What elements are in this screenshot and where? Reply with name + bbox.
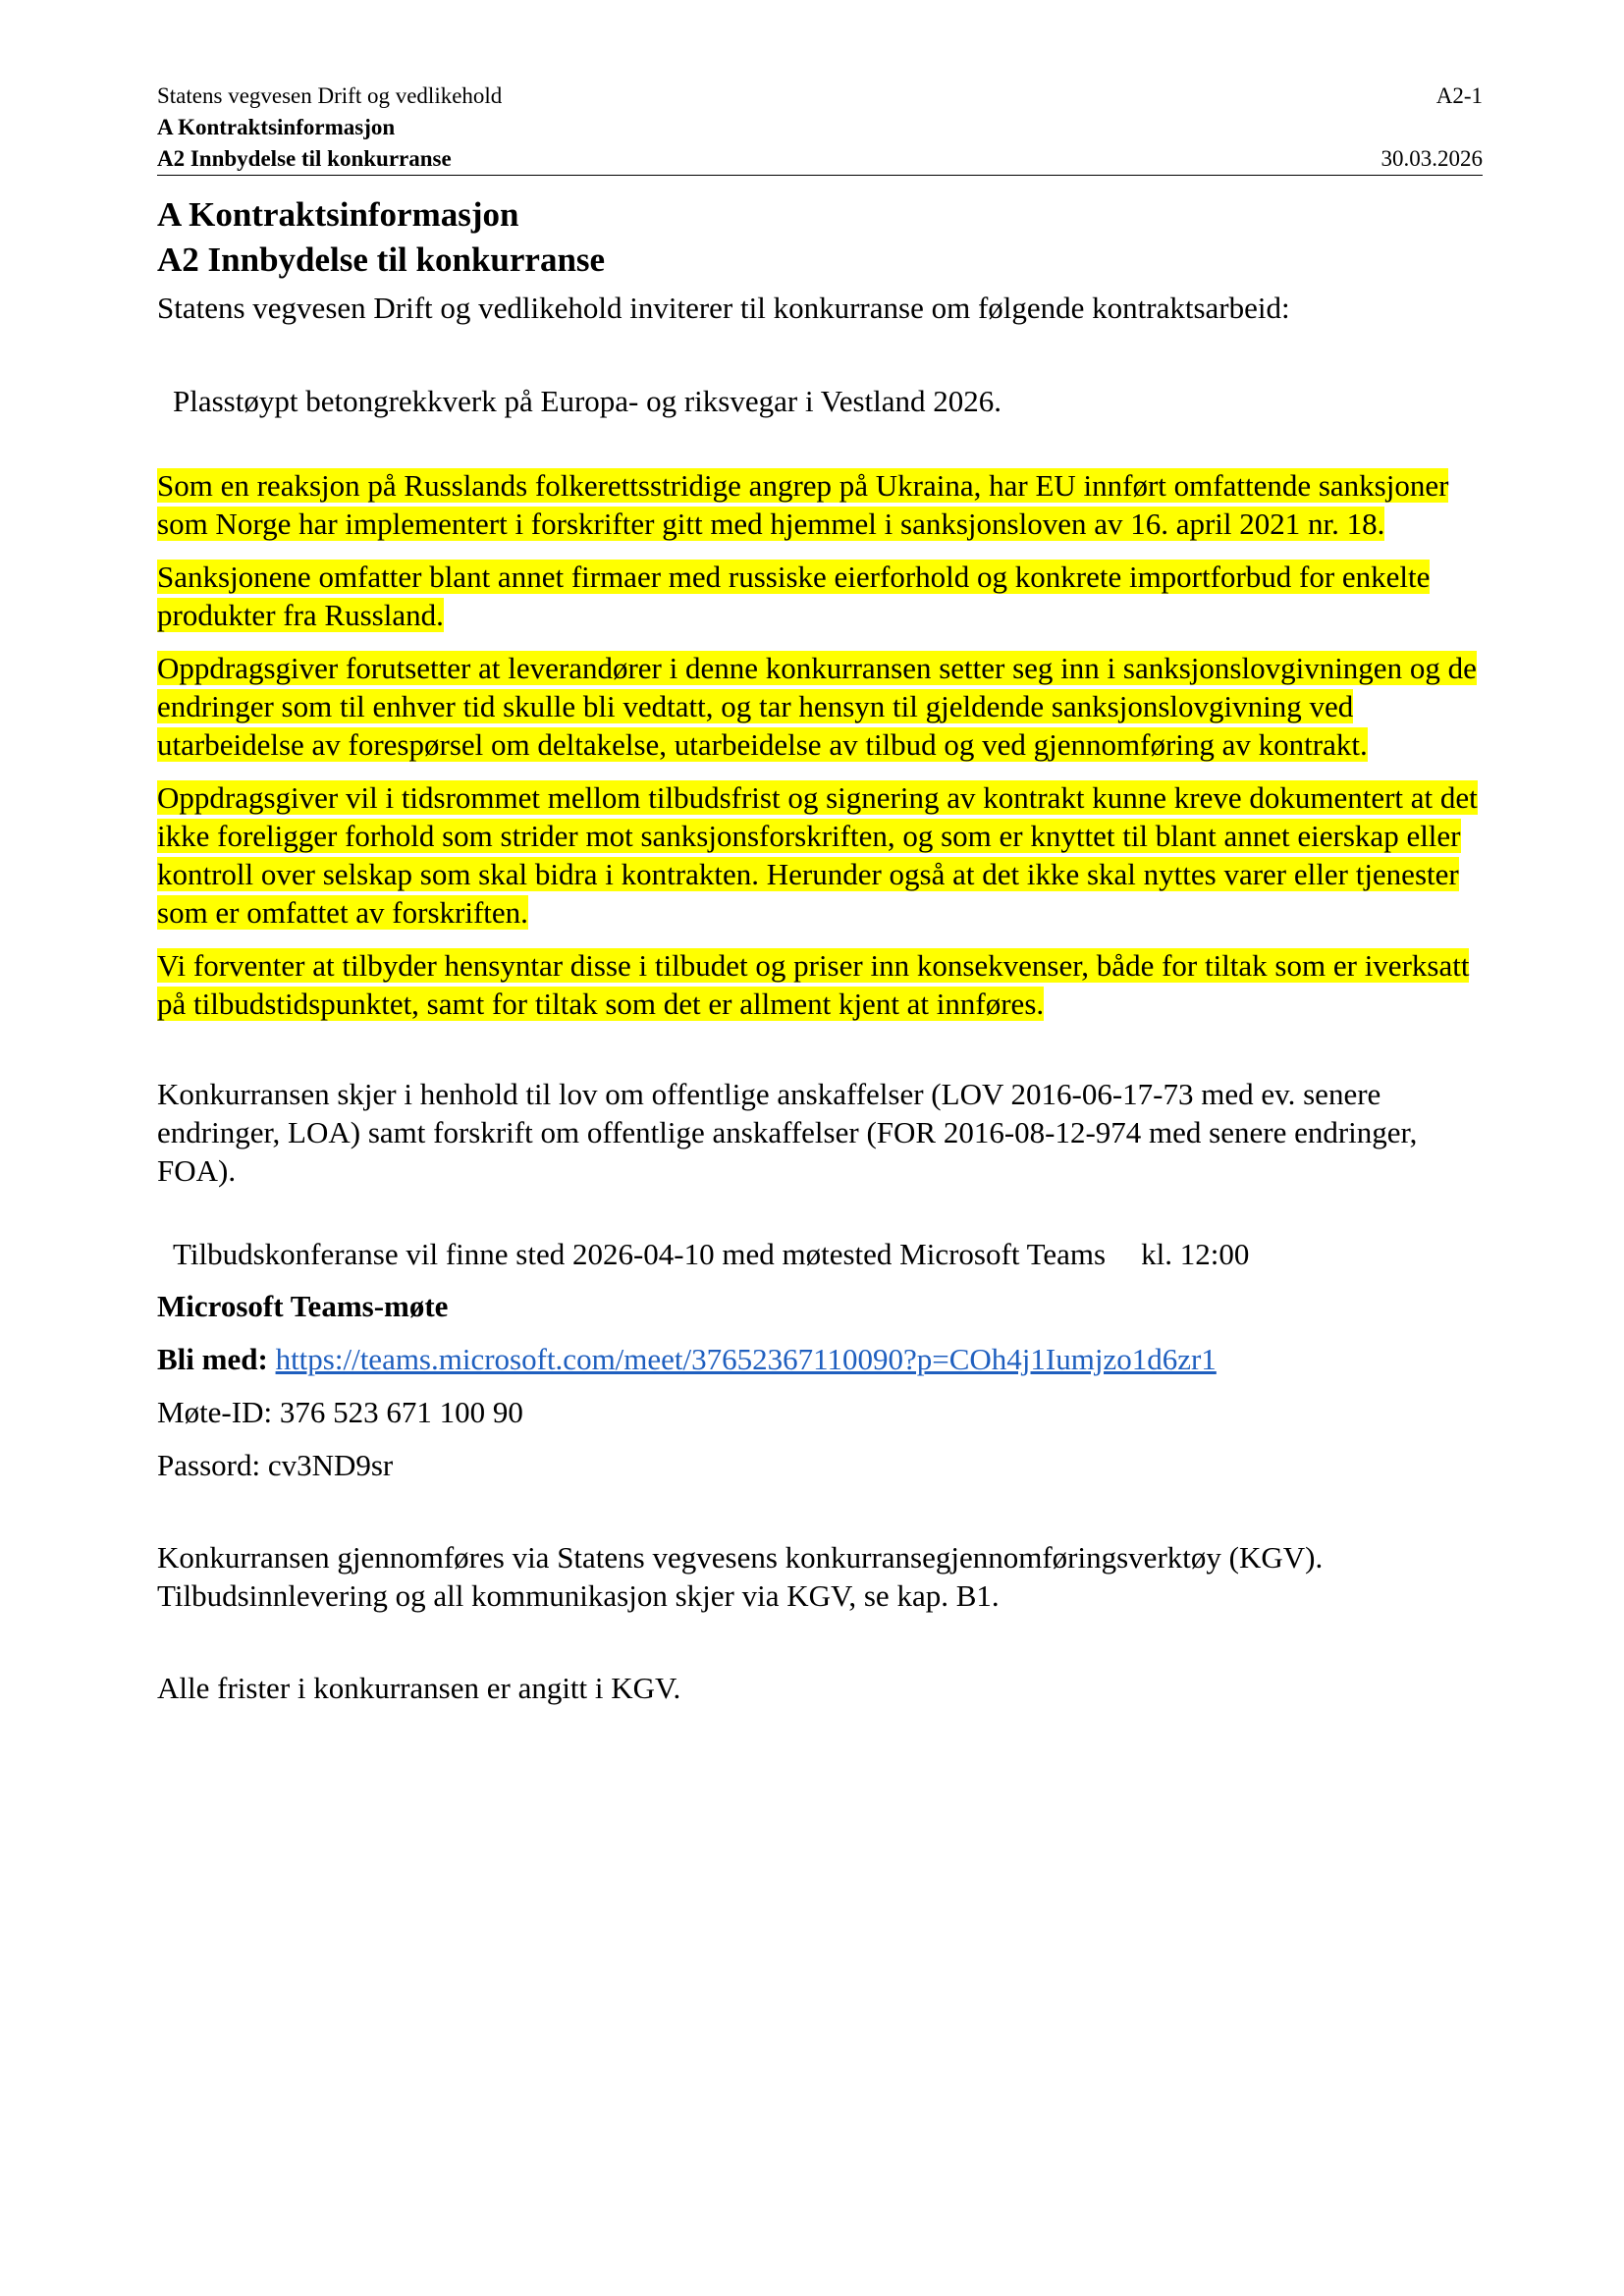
kgv-info-text: Konkurransen gjennomføres via Statens vegvesens konkurransegjennomføringsverktøy (KGV). Tilbudsinnlevering og all kommunikasjon skjer via KGV, se kap. B1.	[157, 1540, 1324, 1613]
header-row-3	[157, 143, 1483, 176]
sanctions-paragraph	[157, 558, 1483, 634]
conference-time: kl. 12:00	[1141, 1237, 1250, 1271]
page-header	[157, 80, 1483, 176]
teams-join-line	[157, 1340, 1483, 1378]
sanctions-section	[157, 466, 1483, 1023]
title-line-1: A Kontraktsinformasjon	[157, 195, 519, 234]
intro-text: Statens vegvesen Drift og vedlikehold inviterer til konkurranse om følgende kontraktsarbeid:	[157, 291, 1290, 325]
header-subsection: A2 Innbydelse til konkurranse	[157, 146, 452, 171]
highlighted-text: Sanksjonene omfatter blant annet firmaer med russiske eierforhold og konkrete importforbud for enkelte produkter fra Russland.	[157, 560, 1431, 632]
document-body	[157, 192, 1483, 1707]
header-row-2	[157, 112, 1483, 143]
legal-basis-text: Konkurransen skjer i henhold til lov om offentlige anskaffelser (LOV 2016-06-17-73 med ev. senere endringer, LOA) samt forskrift om offentlige anskaffelser (FOR 2016-08-12-974 med senere endringer, FOA).	[157, 1077, 1418, 1188]
contract-name: Plasstøypt betongrekkverk på Europa- og riksvegar i Vestland 2026.	[173, 384, 1002, 418]
title-line-2: A2 Innbydelse til konkurranse	[157, 240, 606, 279]
header-org: Statens vegvesen Drift og vedlikehold	[157, 83, 503, 108]
header-section: A Kontraktsinformasjon	[157, 115, 396, 139]
header-row-1	[157, 80, 1483, 112]
meeting-passcode: Passord: cv3ND9sr	[157, 1448, 394, 1482]
join-label: Bli med:	[157, 1342, 268, 1376]
conference-line	[157, 1235, 1483, 1273]
deadlines-text: Alle frister i konkurransen er angitt i KGV.	[157, 1671, 681, 1705]
teams-heading: Microsoft Teams-møte	[157, 1289, 449, 1323]
header-date: 30.03.2026	[1380, 146, 1483, 171]
sanctions-paragraph	[157, 946, 1483, 1023]
sanctions-paragraph	[157, 466, 1483, 543]
page-title	[157, 192, 1483, 283]
header-page-code: A2-1	[1435, 83, 1483, 108]
meeting-id: Møte-ID: 376 523 671 100 90	[157, 1395, 523, 1429]
highlighted-text: Oppdragsgiver forutsetter at leverandører i denne konkurransen setter seg inn i sanksjonslovgivningen og de endringer som til enhver tid skulle bli vedtatt, og tar hensyn til gjeldende sanksjonslovgivning ved utarbeidelse av forespørsel om deltakelse, utarbeidelse av tilbud og ved gjennomføring av kontrakt.	[157, 651, 1477, 762]
conference-text: Tilbudskonferanse vil finne sted 2026-04-10 med møtested Microsoft Teams	[173, 1237, 1107, 1271]
sanctions-paragraph	[157, 649, 1483, 764]
sanctions-paragraph	[157, 778, 1483, 932]
highlighted-text: Som en reaksjon på Russlands folkerettsstridige angrep på Ukraina, har EU innført omfattende sanksjoner som Norge har implementert i forskrifter gitt med hjemmel i sanksjonsloven av 16. april 2021 nr. 18.	[157, 468, 1449, 541]
highlighted-text: Oppdragsgiver vil i tidsrommet mellom tilbudsfrist og signering av kontrakt kunne kreve dokumentert at det ikke foreligger forhold som strider mot sanksjonsforskriften, og som er knyttet til blant annet eierskap eller kontroll over selskap som skal bidra i kontrakten. Herunder også at det ikke skal nyttes varer eller tjenester som er omfattet av forskriften.	[157, 780, 1478, 930]
highlighted-text: Vi forventer at tilbyder hensyntar disse i tilbudet og priser inn konsekvenser, både for tiltak som er iverksatt på tilbudstidspunktet, samt for tiltak som det er allment kjent at innføres.	[157, 948, 1470, 1021]
teams-join-link[interactable]: https://teams.microsoft.com/meet/37652367110090?p=COh4j1Iumjzo1d6zr1	[275, 1342, 1217, 1376]
